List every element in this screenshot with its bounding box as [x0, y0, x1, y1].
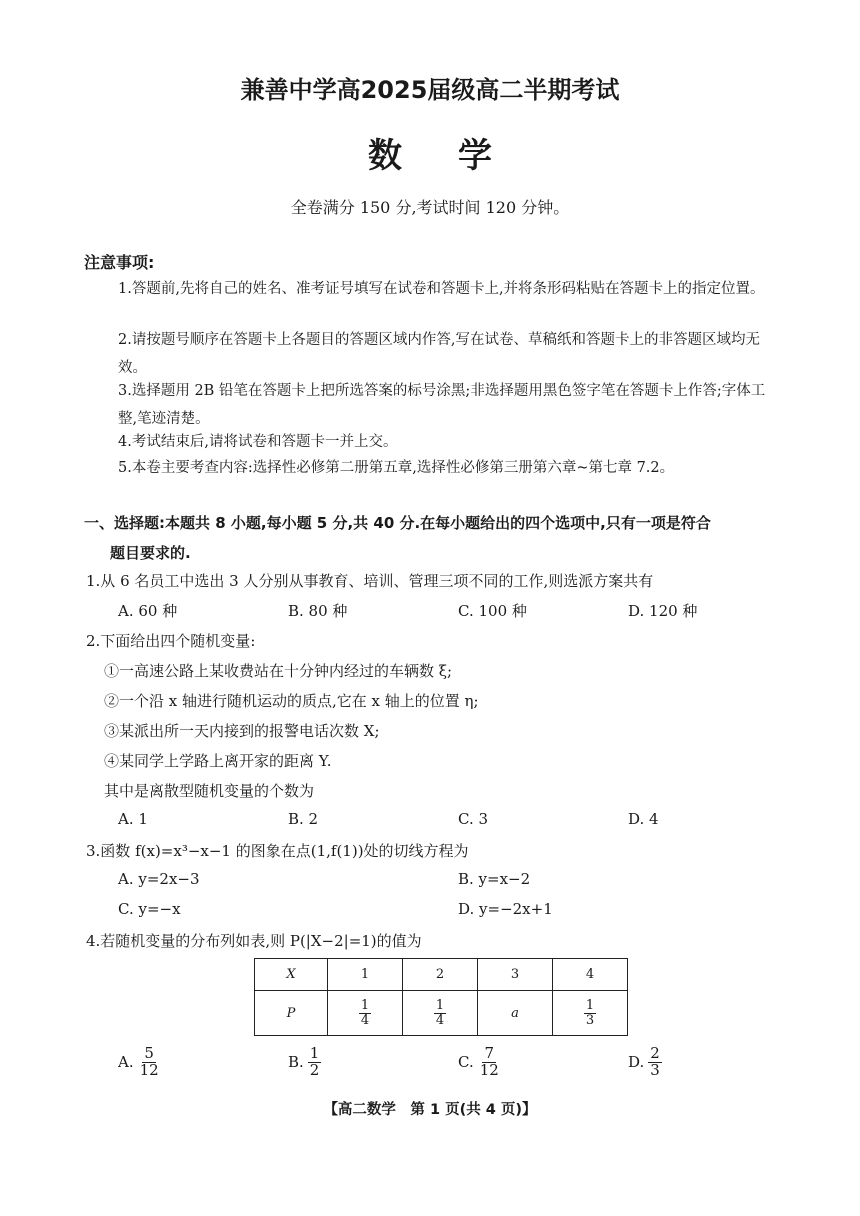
q2-item-1: ①一高速公路上某收费站在十分钟内经过的车辆数 ξ;: [104, 662, 453, 680]
fraction: [434, 999, 446, 1027]
q3-option-d: D. y=−2x+1: [458, 900, 553, 918]
q3-option-a: A. y=2x−3: [118, 870, 200, 888]
exam-title: 兼善中学高2025届级高二半期考试: [240, 76, 620, 104]
denominator: 4: [435, 1012, 445, 1028]
table-cell: [403, 991, 478, 1036]
numerator: 7: [484, 1044, 495, 1062]
note-item: 1.答题前,先将自己的姓名、准考证号填写在试卷和答题卡上,并将条形码粘贴在答题卡上的指定位置。: [118, 281, 765, 297]
page-footer: 【高二数学 第 1 页(共 4 页)】: [323, 1102, 537, 1118]
numerator: 1: [585, 997, 595, 1013]
numerator: 1: [435, 997, 445, 1013]
question-1-stem: 1.从 6 名员工中选出 3 人分别从事教育、培训、管理三项不同的工作,则选派方案共有: [86, 572, 654, 590]
table-cell: a: [478, 991, 553, 1036]
q2-item-2: ②一个沿 x 轴进行随机运动的质点,它在 x 轴上的位置 η;: [104, 692, 479, 710]
notes-title: 注意事项:: [84, 253, 155, 272]
option-label: B.: [288, 1053, 304, 1072]
denominator: 3: [650, 1060, 660, 1079]
q4-option-c: [458, 1046, 501, 1079]
q1-option-d: D. 120 种: [628, 602, 698, 620]
denominator: 12: [139, 1060, 159, 1079]
option-label: C.: [458, 1053, 474, 1072]
fraction: [359, 999, 371, 1027]
denominator: 3: [585, 1012, 595, 1028]
q3-option-b: B. y=x−2: [458, 870, 531, 888]
option-label: A.: [118, 1053, 134, 1072]
fraction: [308, 1046, 322, 1079]
question-4-stem: 4.若随机变量的分布列如表,则 P(|X−2|=1)的值为: [86, 932, 422, 950]
q4-option-b: [288, 1046, 321, 1079]
q2-option-b: B. 2: [288, 810, 319, 828]
subject-title: 数学: [368, 136, 548, 176]
table-header-p: P: [255, 991, 328, 1036]
q2-item-3: ③某派出所一天内接到的报警电话次数 X;: [104, 722, 380, 740]
fraction: [478, 1046, 501, 1079]
q4-option-d: [628, 1046, 662, 1079]
numerator: 2: [650, 1044, 660, 1062]
distribution-table: [254, 958, 628, 1036]
numerator: 5: [144, 1044, 154, 1062]
q2-option-c: C. 3: [458, 810, 489, 828]
note-item: 3.选择题用 2B 铅笔在答题卡上把所选答案的标号涂黑;非选择题用黑色签字笔在答题卡上作答;字体工整,笔迹清楚。: [118, 383, 766, 427]
table-cell: 4: [553, 959, 628, 991]
question-2-stem: 2.下面给出四个随机变量:: [86, 632, 256, 650]
table-header-x: X: [255, 959, 328, 991]
denominator: 2: [309, 1060, 320, 1079]
table-cell: 2: [403, 959, 478, 991]
exam-info: 全卷满分 150 分,考试时间 120 分钟。: [290, 198, 570, 217]
table-cell: [553, 991, 628, 1036]
note-item: 2.请按题号顺序在答题卡上各题目的答题区域内作答,写在试卷、草稿纸和答题卡上的非答题区域均无效。: [118, 332, 760, 376]
q2-option-a: A. 1: [118, 810, 148, 828]
q3-option-c: C. y=−x: [118, 900, 181, 918]
table-cell: 1: [328, 959, 403, 991]
option-label: D.: [628, 1053, 645, 1072]
table-row: [255, 959, 628, 991]
numerator: 1: [360, 997, 370, 1013]
section-heading-line2: 题目要求的.: [110, 544, 191, 562]
q4-option-a: [118, 1046, 161, 1079]
fraction: [584, 999, 596, 1027]
section-heading: [84, 508, 784, 568]
table-cell: [328, 991, 403, 1036]
denominator: 12: [479, 1060, 499, 1079]
q1-option-c: C. 100 种: [458, 602, 527, 620]
fraction: [648, 1046, 662, 1079]
denominator: 4: [360, 1012, 370, 1028]
q2-item-4: ④某同学上学路上离开家的距离 Y.: [104, 752, 332, 770]
numerator: 1: [309, 1044, 320, 1062]
note-item: 4.考试结束后,请将试卷和答题卡一并上交。: [118, 434, 398, 450]
note-item: 5.本卷主要考查内容:选择性必修第二册第五章,选择性必修第三册第六章~第七章 7.2。: [118, 460, 675, 476]
q1-option-a: A. 60 种: [118, 602, 178, 620]
table-row: [255, 991, 628, 1036]
q2-question: 其中是离散型随机变量的个数为: [104, 782, 315, 800]
q2-option-d: D. 4: [628, 810, 659, 828]
q1-option-b: B. 80 种: [288, 602, 348, 620]
question-3-stem: 3.函数 f(x)=x³−x−1 的图象在点(1,f(1))处的切线方程为: [86, 842, 469, 860]
fraction: [138, 1046, 161, 1079]
table-cell: 3: [478, 959, 553, 991]
section-heading-line1: 一、选择题:本题共 8 小题,每小题 5 分,共 40 分.在每小题给出的四个选项中,只有一项是符合: [84, 514, 711, 532]
